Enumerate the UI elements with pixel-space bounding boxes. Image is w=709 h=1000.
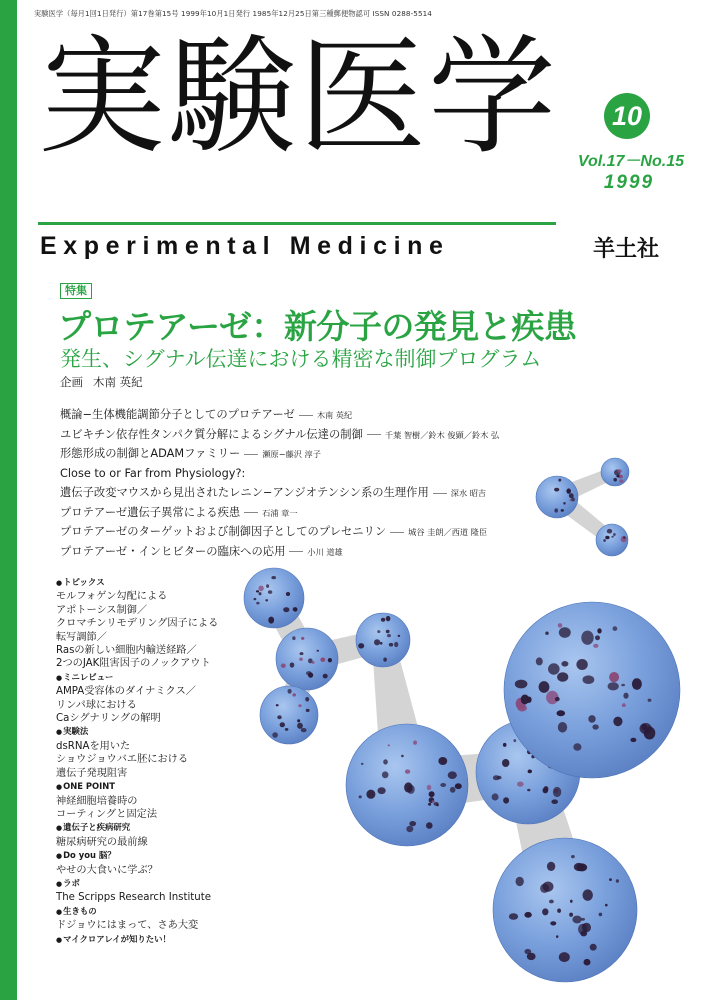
topic-category: ● 遺伝子と疾病研究 [56,821,256,835]
topic-item: コーティングと固定法 [56,808,158,820]
article-author: 小川 道雄 [307,546,343,557]
topic-item: The Scripps Research Institute [56,892,212,904]
topic-item: ショウジョウバエ胚における [56,754,189,766]
molecule-cells [244,458,680,982]
article-title: 遺伝子改変マウスから見出されたレニン−アンジオテンシン系の生理作用 [60,486,429,499]
topic-category: ● Do you 脳？ [56,849,256,863]
volume-number: Vol.17－No.15 [577,153,684,170]
topic-item: Rasの新しい細胞内輸送経路／ [56,645,197,657]
topic-item: ドジョウにはまって、さあ大変 [56,920,199,932]
topic-item: 糖尿病研究の最前線 [56,836,148,848]
tissue-cell-circle [356,613,410,667]
topic-item: 神経細胞培養時の [56,795,138,807]
topic-item: クロマチンリモデリング因子による [56,618,219,630]
topic-item: 2つのJAK阻害因子のノックアウト [56,658,211,670]
topic-item: 転写調節／ [56,631,107,643]
topics-list [56,576,256,947]
tissue-cell-circle [260,686,318,744]
publication-info: 実験医学（毎月1回1日発行）第17巻第15号 1999年10月1日発行 1985年12月25日第三種郵便物認可 ISSN 0288-5514 [34,9,432,18]
topic-category: ● トピックス [56,576,256,590]
article-title: 形態形成の制御とADAMファミリー [60,447,241,460]
topic-item: AMPA受容体のダイナミクス／ [56,686,196,698]
tissue-cell-circle [536,476,578,518]
article-author: 深水 昭吉 [450,488,487,498]
magazine-title: 実験医学 [38,23,559,172]
issue-number-badge: 10 [604,93,650,139]
topic-item: アポトーシス制御／ [56,604,148,616]
topic-category: ● ラボ [56,877,256,891]
article-title: 概論−生体機能調節分子としてのプロテアーゼ [60,408,295,421]
article-title: プロテアーゼ遺伝子異常による疾患 [60,505,241,519]
publisher-name: 羊土社 [593,237,660,262]
feature-title: プロテアーゼ：新分子の発見と疾患 [58,307,577,346]
tissue-cell-circle [346,724,468,846]
article-author: 千葉 智樹／鈴木 俊顕／鈴木 弘 [384,429,500,440]
feature-tag: 特集 [60,283,92,299]
tissue-cell-circle [276,628,338,690]
article-title: プロテアーゼ・インヒビターの臨床への応用 [60,544,286,558]
topic-category: ● マイクロアレイが知りたい！ [56,933,256,947]
article-title: ユビキチン依存性タンパク質分解によるシグナル伝達の制御 [60,427,363,441]
article-author: 城谷 圭朗／西道 隆臣 [408,527,488,537]
topic-category: ● 実験法 [56,725,256,739]
article-author: 石浦 章一 [262,507,298,518]
topic-item: dsRNAを用いた [56,740,131,752]
planner-name: 木南 英紀 [93,375,143,389]
topic-item: Caシグナリングの解明 [56,713,161,725]
topic-category: ● ONE POINT [56,780,256,794]
topic-item: リンパ球における [56,699,137,711]
planner-label: 企画 [60,375,83,389]
article-title: Close to or Far from Physiology?: [60,466,246,480]
tissue-cell-circle [601,458,629,486]
topic-item: モルフォゲン勾配による [56,591,168,603]
tissue-cell-circle [596,524,628,556]
article-author: 瀬原−藤沢 淳子 [262,449,321,459]
topic-category: ● 生きもの [56,905,256,919]
topic-item: 遺伝子発現阻害 [56,767,128,779]
feature-subtitle: 発生、シグナル伝達における精密な制御プログラム [60,347,542,371]
english-title: Experimental Medicine [40,232,450,260]
issue-year: 1999 [603,172,655,193]
article-author: 木南 英紀 [316,410,353,420]
topic-item: やせの大食いに学ぶ？ [56,864,158,876]
article-title: プロテアーゼのターゲットおよび制御因子としてのプレセニリン [60,525,387,538]
topic-category: ● ミニレビュー [56,671,256,685]
tissue-cell-circle [493,838,637,982]
tissue-cell-circle [504,602,680,778]
